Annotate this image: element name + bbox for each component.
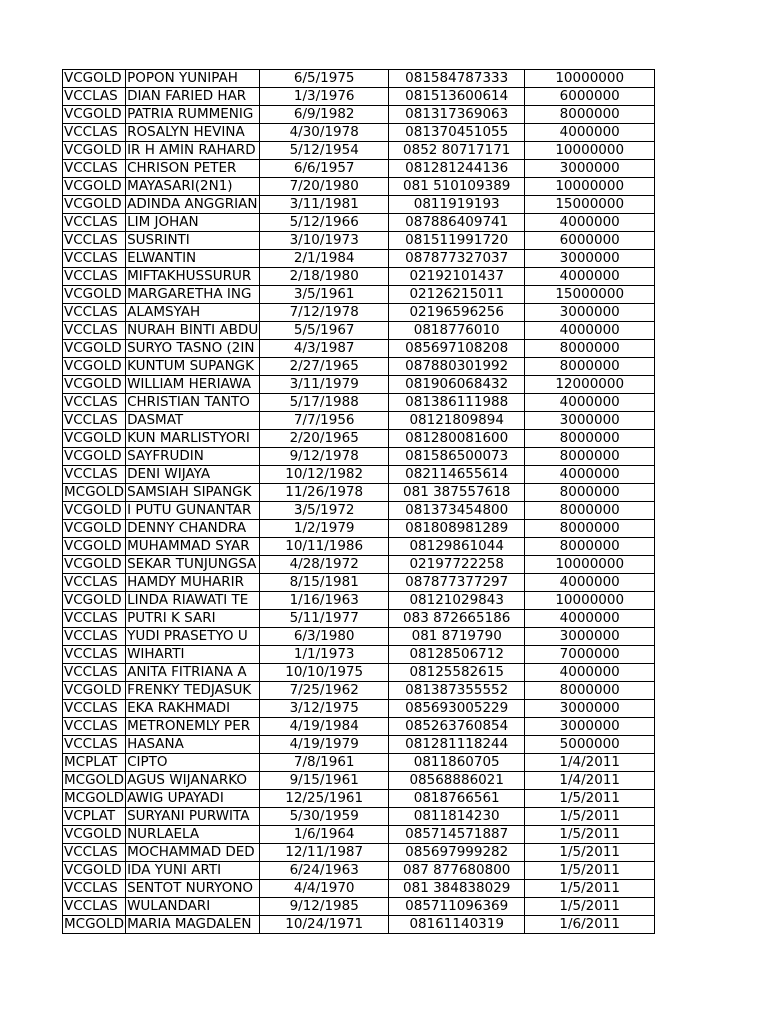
amount-cell[interactable]: 3000000 — [525, 700, 655, 718]
customer-name-cell[interactable]: EKA RAKHMADI — [126, 700, 260, 718]
amount-cell[interactable]: 3000000 — [525, 160, 655, 178]
amount-cell[interactable]: 4000000 — [525, 322, 655, 340]
amount-cell[interactable]: 1/6/2011 — [525, 916, 655, 934]
birth-date-cell[interactable]: 1/6/1964 — [260, 826, 389, 844]
spreadsheet-body — [63, 70, 655, 934]
amount-cell[interactable]: 8000000 — [525, 520, 655, 538]
card-type-cell[interactable]: VCGOLD — [63, 448, 126, 466]
customer-name-cell[interactable]: ADINDA ANGGRIAN — [126, 196, 260, 214]
amount-cell[interactable]: 1/5/2011 — [525, 844, 655, 862]
card-type-cell[interactable]: VCCLAS — [63, 394, 126, 412]
amount-cell[interactable]: 10000000 — [525, 178, 655, 196]
table-row — [63, 898, 655, 916]
card-type-cell[interactable]: VCCLAS — [63, 736, 126, 754]
birth-date-cell[interactable]: 9/12/1978 — [260, 448, 389, 466]
table-row — [63, 916, 655, 934]
amount-cell[interactable]: 10000000 — [525, 142, 655, 160]
card-type-cell[interactable]: VCCLAS — [63, 646, 126, 664]
birth-date-cell[interactable]: 3/5/1972 — [260, 502, 389, 520]
amount-cell[interactable]: 1/5/2011 — [525, 808, 655, 826]
amount-cell[interactable]: 1/5/2011 — [525, 880, 655, 898]
customer-name-cell[interactable]: LIM JOHAN — [126, 214, 260, 232]
amount-cell[interactable]: 6000000 — [525, 88, 655, 106]
phone-number-cell[interactable]: 08121029843 — [389, 592, 525, 610]
table-row — [63, 808, 655, 826]
table-row — [63, 160, 655, 178]
birth-date-cell[interactable]: 7/12/1978 — [260, 304, 389, 322]
table-row — [63, 178, 655, 196]
birth-date-cell[interactable]: 7/8/1961 — [260, 754, 389, 772]
phone-number-cell[interactable]: 081511991720 — [389, 232, 525, 250]
phone-number-cell[interactable]: 081370451055 — [389, 124, 525, 142]
amount-cell[interactable]: 3000000 — [525, 250, 655, 268]
customer-name-cell[interactable]: ROSALYN HEVINA — [126, 124, 260, 142]
customer-name-cell[interactable]: I PUTU GUNANTAR — [126, 502, 260, 520]
phone-number-cell[interactable]: 0811814230 — [389, 808, 525, 826]
birth-date-cell[interactable]: 9/12/1985 — [260, 898, 389, 916]
amount-cell[interactable]: 8000000 — [525, 538, 655, 556]
customer-name-cell[interactable]: WILLIAM HERIAWA — [126, 376, 260, 394]
amount-cell[interactable]: 3000000 — [525, 628, 655, 646]
birth-date-cell[interactable]: 4/19/1979 — [260, 736, 389, 754]
customer-name-cell[interactable]: SEKAR TUNJUNGSA — [126, 556, 260, 574]
customer-name-cell[interactable]: AWIG UPAYADI — [126, 790, 260, 808]
table-row — [63, 322, 655, 340]
table-row — [63, 826, 655, 844]
phone-number-cell[interactable]: 08121809894 — [389, 412, 525, 430]
card-type-cell[interactable]: VCCLAS — [63, 574, 126, 592]
phone-number-cell[interactable]: 087877327037 — [389, 250, 525, 268]
card-type-cell[interactable]: VCCLAS — [63, 700, 126, 718]
customer-name-cell[interactable]: PATRIA RUMMENIG — [126, 106, 260, 124]
amount-cell[interactable]: 10000000 — [525, 70, 655, 88]
amount-cell[interactable]: 4000000 — [525, 664, 655, 682]
birth-date-cell[interactable]: 6/24/1963 — [260, 862, 389, 880]
birth-date-cell[interactable]: 6/3/1980 — [260, 628, 389, 646]
phone-number-cell[interactable]: 081386111988 — [389, 394, 525, 412]
customer-name-cell[interactable]: HAMDY MUHARIR — [126, 574, 260, 592]
card-type-cell[interactable]: VCCLAS — [63, 88, 126, 106]
table-row — [63, 250, 655, 268]
customer-name-cell[interactable]: NURAH BINTI ABDU — [127, 322, 259, 338]
table-row — [63, 70, 655, 88]
table-row — [63, 430, 655, 448]
card-type-cell[interactable]: VCCLAS — [63, 664, 126, 682]
birth-date-cell[interactable]: 10/24/1971 — [260, 916, 389, 934]
customer-name-cell[interactable]: POPON YUNIPAH — [126, 70, 260, 88]
customer-name-cell[interactable]: SAYFRUDIN — [126, 448, 260, 466]
table-row — [63, 124, 655, 142]
birth-date-cell[interactable]: 4/30/1978 — [260, 124, 389, 142]
customer-name-cell[interactable]: DENI WIJAYA — [126, 466, 260, 484]
amount-cell[interactable]: 8000000 — [525, 502, 655, 520]
table-row — [63, 880, 655, 898]
card-type-cell[interactable]: VCCLAS — [63, 160, 126, 178]
amount-cell[interactable]: 7000000 — [525, 646, 655, 664]
amount-cell[interactable]: 15000000 — [525, 286, 655, 304]
birth-date-cell[interactable]: 2/1/1984 — [260, 250, 389, 268]
phone-number-cell[interactable]: 081280081600 — [389, 430, 525, 448]
birth-date-cell[interactable]: 10/10/1975 — [260, 664, 389, 682]
customer-name-cell[interactable]: WULANDARI — [126, 898, 260, 916]
phone-number-cell[interactable]: 085714571887 — [389, 826, 525, 844]
birth-date-cell[interactable]: 1/16/1963 — [260, 592, 389, 610]
phone-number-cell[interactable]: 0818766561 — [389, 790, 525, 808]
amount-cell[interactable]: 1/5/2011 — [525, 898, 655, 916]
birth-date-cell[interactable]: 12/11/1987 — [260, 844, 389, 862]
birth-date-cell[interactable]: 3/11/1979 — [260, 376, 389, 394]
card-type-cell[interactable]: VCCLAS — [63, 880, 126, 898]
table-row — [63, 772, 655, 790]
table-row — [63, 376, 655, 394]
amount-cell[interactable]: 8000000 — [525, 430, 655, 448]
birth-date-cell[interactable]: 1/2/1979 — [260, 520, 389, 538]
customer-name-cell[interactable]: KUN MARLISTYORI — [126, 430, 260, 448]
phone-number-cell[interactable]: 0852 80717171 — [389, 142, 525, 160]
table-row — [63, 682, 655, 700]
phone-number-cell[interactable]: 087877377297 — [389, 574, 525, 592]
amount-cell[interactable]: 10000000 — [525, 592, 655, 610]
card-type-cell[interactable]: VCGOLD — [63, 682, 126, 700]
customer-name-cell[interactable]: SURYO TASNO (2IN — [126, 340, 260, 358]
customer-name-cell[interactable]: DIAN FARIED HAR — [126, 88, 260, 106]
amount-cell[interactable]: 5000000 — [525, 736, 655, 754]
customer-name-cell[interactable]: ELWANTIN — [126, 250, 260, 268]
phone-number-cell[interactable]: 081 8719790 — [389, 628, 525, 646]
amount-cell[interactable]: 4000000 — [525, 124, 655, 142]
phone-number-cell[interactable]: 085697999282 — [389, 844, 525, 862]
amount-cell[interactable]: 4000000 — [525, 214, 655, 232]
customer-name-cell[interactable]: NURLAELA — [126, 826, 260, 844]
amount-cell[interactable]: 1/5/2011 — [525, 826, 655, 844]
table-row — [63, 448, 655, 466]
card-type-cell[interactable]: VCGOLD — [63, 358, 126, 376]
table-row — [63, 628, 655, 646]
customer-name-cell[interactable]: WIHARTI — [126, 646, 260, 664]
table-row — [63, 556, 655, 574]
table-row — [63, 304, 655, 322]
birth-date-cell[interactable]: 5/30/1959 — [260, 808, 389, 826]
table-row — [63, 502, 655, 520]
phone-number-cell[interactable]: 0811919193 — [389, 196, 525, 214]
phone-number-cell[interactable]: 02197722258 — [389, 556, 525, 574]
table-row — [63, 574, 655, 592]
table-row — [63, 718, 655, 736]
amount-cell[interactable]: 8000000 — [525, 448, 655, 466]
birth-date-cell[interactable]: 7/7/1956 — [260, 412, 389, 430]
table-row — [63, 412, 655, 430]
card-type-cell[interactable]: VCGOLD — [63, 862, 126, 880]
table-row — [63, 664, 655, 682]
amount-cell[interactable]: 4000000 — [525, 574, 655, 592]
phone-number-cell[interactable]: 083 872665186 — [389, 610, 525, 628]
amount-cell[interactable]: 12000000 — [525, 376, 655, 394]
phone-number-cell[interactable]: 081 510109389 — [389, 178, 525, 196]
phone-number-cell[interactable]: 02196596256 — [389, 304, 525, 322]
birth-date-cell[interactable]: 6/5/1975 — [260, 70, 389, 88]
card-type-cell[interactable]: VCCLAS — [63, 610, 126, 628]
customer-name-cell[interactable]: FRENKY TEDJASUK — [126, 682, 260, 700]
card-type-cell[interactable]: VCCLAS — [63, 268, 126, 286]
amount-cell[interactable]: 10000000 — [525, 556, 655, 574]
birth-date-cell[interactable]: 7/25/1962 — [260, 682, 389, 700]
customer-name-cell[interactable]: LINDA RIAWATI TE — [126, 592, 260, 610]
table-row — [63, 88, 655, 106]
birth-date-cell[interactable]: 5/17/1988 — [260, 394, 389, 412]
card-type-cell[interactable]: VCCLAS — [63, 718, 126, 736]
birth-date-cell[interactable]: 3/12/1975 — [260, 700, 389, 718]
card-type-cell[interactable]: VCPLAT — [63, 808, 126, 826]
phone-number-cell[interactable]: 081584787333 — [389, 70, 525, 88]
card-type-cell[interactable]: VCGOLD — [63, 70, 126, 88]
customer-name-cell[interactable]: ANITA FITRIANA A — [126, 664, 260, 682]
amount-cell[interactable]: 4000000 — [525, 268, 655, 286]
card-type-cell[interactable]: VCGOLD — [63, 142, 126, 160]
card-type-cell[interactable]: VCGOLD — [63, 592, 126, 610]
amount-cell[interactable]: 4000000 — [525, 466, 655, 484]
customer-name-cell[interactable]: YUDI PRASETYO U — [126, 628, 260, 646]
card-type-cell[interactable]: VCCLAS — [63, 304, 126, 322]
table-row — [63, 466, 655, 484]
table-row — [63, 844, 655, 862]
card-type-cell[interactable]: VCGOLD — [63, 106, 126, 124]
customer-name-cell[interactable]: MARGARETHA ING — [126, 286, 260, 304]
customer-name-cell[interactable]: CHRISON PETER — [126, 160, 260, 178]
card-type-cell[interactable]: VCGOLD — [63, 286, 126, 304]
table-row — [63, 484, 655, 502]
card-type-cell[interactable]: VCGOLD — [63, 430, 126, 448]
table-row — [63, 520, 655, 538]
card-type-cell[interactable]: VCCLAS — [63, 232, 126, 250]
card-type-cell[interactable]: VCCLAS — [63, 124, 126, 142]
table-row — [63, 610, 655, 628]
phone-number-cell[interactable]: 08161140319 — [389, 916, 525, 934]
birth-date-cell[interactable]: 5/12/1954 — [260, 142, 389, 160]
birth-date-cell[interactable]: 9/15/1961 — [260, 772, 389, 790]
customer-name-cell[interactable]: MIFTAKHUSSURUR — [126, 268, 260, 286]
birth-date-cell[interactable]: 1/1/1973 — [260, 646, 389, 664]
phone-number-cell[interactable]: 085693005229 — [389, 700, 525, 718]
table-row — [63, 394, 655, 412]
card-type-cell[interactable]: MCGOLD — [64, 772, 125, 788]
birth-date-cell[interactable]: 2/20/1965 — [260, 430, 389, 448]
phone-number-cell[interactable]: 085697108208 — [389, 340, 525, 358]
birth-date-cell[interactable]: 5/5/1967 — [260, 322, 389, 340]
customer-name-cell[interactable]: MUHAMMAD SYAR — [126, 538, 260, 556]
card-type-cell[interactable]: VCCLAS — [63, 214, 126, 232]
amount-cell[interactable]: 8000000 — [525, 340, 655, 358]
customer-name-cell[interactable]: HASANA — [126, 736, 260, 754]
amount-cell[interactable]: 15000000 — [525, 196, 655, 214]
card-type-cell[interactable]: MCGOLD — [64, 790, 125, 806]
card-type-cell[interactable]: VCCLAS — [63, 898, 126, 916]
card-type-cell[interactable]: VCGOLD — [63, 502, 126, 520]
birth-date-cell[interactable]: 3/10/1973 — [260, 232, 389, 250]
card-type-cell[interactable]: VCCLAS — [63, 628, 126, 646]
phone-number-cell[interactable]: 08568886021 — [389, 772, 525, 790]
phone-number-cell[interactable]: 0818776010 — [389, 322, 525, 340]
card-type-cell[interactable]: VCCLAS — [63, 322, 126, 340]
birth-date-cell[interactable]: 4/19/1984 — [260, 718, 389, 736]
birth-date-cell[interactable]: 3/11/1981 — [260, 196, 389, 214]
customer-name-cell[interactable]: KUNTUM SUPANGK — [126, 358, 260, 376]
amount-cell[interactable]: 4000000 — [525, 610, 655, 628]
birth-date-cell[interactable]: 4/28/1972 — [260, 556, 389, 574]
customer-name-cell[interactable]: SAMSIAH SIPANGK — [126, 484, 260, 502]
card-type-cell[interactable]: VCGOLD — [63, 376, 126, 394]
amount-cell[interactable]: 6000000 — [525, 232, 655, 250]
card-type-cell[interactable]: VCGOLD — [63, 196, 126, 214]
birth-date-cell[interactable]: 2/18/1980 — [260, 268, 389, 286]
card-type-cell[interactable]: VCCLAS — [63, 250, 126, 268]
amount-cell[interactable]: 8000000 — [525, 682, 655, 700]
phone-number-cell[interactable]: 081373454800 — [389, 502, 525, 520]
customer-name-cell[interactable]: SURYANI PURWITA — [126, 808, 260, 826]
amount-cell[interactable]: 1/5/2011 — [525, 862, 655, 880]
birth-date-cell[interactable]: 2/27/1965 — [260, 358, 389, 376]
amount-cell[interactable]: 3000000 — [525, 718, 655, 736]
phone-number-cell[interactable]: 087 877680800 — [389, 862, 525, 880]
table-row — [63, 736, 655, 754]
table-row — [63, 754, 655, 772]
customer-name-cell[interactable]: IDA YUNI ARTI — [126, 862, 260, 880]
birth-date-cell[interactable]: 6/9/1982 — [260, 106, 389, 124]
amount-cell[interactable]: 8000000 — [525, 484, 655, 502]
amount-cell[interactable]: 3000000 — [525, 304, 655, 322]
phone-number-cell[interactable]: 02192101437 — [389, 268, 525, 286]
birth-date-cell[interactable]: 6/6/1957 — [260, 160, 389, 178]
phone-number-cell[interactable]: 081808981289 — [389, 520, 525, 538]
customer-name-cell[interactable]: CIPTO — [126, 754, 260, 772]
table-row — [63, 232, 655, 250]
phone-number-cell[interactable]: 085263760854 — [389, 718, 525, 736]
phone-number-cell[interactable]: 081 387557618 — [389, 484, 525, 502]
birth-date-cell[interactable]: 5/12/1966 — [260, 214, 389, 232]
phone-number-cell[interactable]: 081281244136 — [389, 160, 525, 178]
table-row — [63, 646, 655, 664]
phone-number-cell[interactable]: 081586500073 — [389, 448, 525, 466]
card-type-cell[interactable]: VCCLAS — [63, 412, 126, 430]
card-type-cell[interactable]: MCPLAT — [63, 754, 126, 772]
card-type-cell[interactable]: VCGOLD — [63, 340, 126, 358]
card-type-cell[interactable]: MCGOLD — [64, 484, 125, 500]
phone-number-cell[interactable]: 081281118244 — [389, 736, 525, 754]
table-row — [63, 106, 655, 124]
customer-name-cell[interactable]: IR H AMIN RAHARD — [126, 142, 260, 160]
birth-date-cell[interactable]: 10/12/1982 — [260, 466, 389, 484]
card-type-cell[interactable]: VCCLAS — [63, 844, 126, 862]
birth-date-cell[interactable]: 12/25/1961 — [260, 790, 389, 808]
phone-number-cell[interactable]: 087886409741 — [389, 214, 525, 232]
amount-cell[interactable]: 4000000 — [525, 394, 655, 412]
customer-name-cell[interactable]: CHRISTIAN TANTO — [126, 394, 260, 412]
birth-date-cell[interactable]: 3/5/1961 — [260, 286, 389, 304]
card-type-cell[interactable]: VCCLAS — [63, 466, 126, 484]
card-type-cell[interactable]: VCGOLD — [63, 178, 126, 196]
birth-date-cell[interactable]: 5/11/1977 — [260, 610, 389, 628]
customer-name-cell[interactable]: MAYASARI(2N1) — [126, 178, 260, 196]
card-type-cell[interactable]: VCGOLD — [63, 826, 126, 844]
birth-date-cell[interactable]: 8/15/1981 — [260, 574, 389, 592]
table-row — [63, 700, 655, 718]
customer-name-cell[interactable]: METRONEMLY PER — [126, 718, 260, 736]
birth-date-cell[interactable]: 4/4/1970 — [260, 880, 389, 898]
customer-name-cell[interactable]: DENNY CHANDRA — [126, 520, 260, 538]
birth-date-cell[interactable]: 10/11/1986 — [260, 538, 389, 556]
birth-date-cell[interactable]: 11/26/1978 — [260, 484, 389, 502]
birth-date-cell[interactable]: 1/3/1976 — [260, 88, 389, 106]
table-row — [63, 268, 655, 286]
card-type-cell[interactable]: MCGOLD — [64, 916, 125, 932]
table-row — [63, 592, 655, 610]
phone-number-cell[interactable]: 085711096369 — [389, 898, 525, 916]
customer-name-cell[interactable]: SENTOT NURYONO — [126, 880, 260, 898]
amount-cell[interactable]: 1/4/2011 — [525, 772, 655, 790]
customer-name-cell[interactable]: DASMAT — [126, 412, 260, 430]
phone-number-cell[interactable]: 08125582615 — [389, 664, 525, 682]
phone-number-cell[interactable]: 081317369063 — [389, 106, 525, 124]
table-row — [63, 286, 655, 304]
birth-date-cell[interactable]: 7/20/1980 — [260, 178, 389, 196]
amount-cell[interactable]: 8000000 — [525, 106, 655, 124]
customer-name-cell[interactable]: ALAMSYAH — [126, 304, 260, 322]
phone-number-cell[interactable]: 08129861044 — [389, 538, 525, 556]
amount-cell[interactable]: 1/5/2011 — [525, 790, 655, 808]
amount-cell[interactable]: 3000000 — [525, 412, 655, 430]
amount-cell[interactable]: 1/4/2011 — [525, 754, 655, 772]
amount-cell[interactable]: 8000000 — [525, 358, 655, 376]
table-row — [63, 214, 655, 232]
card-type-cell[interactable]: VCGOLD — [63, 538, 126, 556]
spreadsheet-table — [62, 69, 655, 934]
table-row — [63, 196, 655, 214]
phone-number-cell[interactable]: 082114655614 — [389, 466, 525, 484]
phone-number-cell[interactable]: 081 384838029 — [389, 880, 525, 898]
card-type-cell[interactable]: VCGOLD — [63, 520, 126, 538]
table-row — [63, 142, 655, 160]
phone-number-cell[interactable]: 081906068432 — [389, 376, 525, 394]
phone-number-cell[interactable]: 081387355552 — [389, 682, 525, 700]
table-row — [63, 538, 655, 556]
phone-number-cell[interactable]: 087880301992 — [389, 358, 525, 376]
phone-number-cell[interactable]: 08128506712 — [389, 646, 525, 664]
phone-number-cell[interactable]: 02126215011 — [389, 286, 525, 304]
customer-name-cell[interactable]: AGUS WIJANARKO — [126, 772, 260, 790]
table-row — [63, 862, 655, 880]
phone-number-cell[interactable]: 0811860705 — [389, 754, 525, 772]
customer-name-cell[interactable]: SUSRINTI — [126, 232, 260, 250]
card-type-cell[interactable]: VCGOLD — [63, 556, 126, 574]
table-row — [63, 790, 655, 808]
table-row — [63, 358, 655, 376]
customer-name-cell[interactable]: MOCHAMMAD DED — [126, 844, 260, 862]
phone-number-cell[interactable]: 081513600614 — [389, 88, 525, 106]
customer-name-cell[interactable]: MARIA MAGDALEN — [126, 916, 260, 934]
table-row — [63, 340, 655, 358]
birth-date-cell[interactable]: 4/3/1987 — [260, 340, 389, 358]
customer-name-cell[interactable]: PUTRI K SARI — [126, 610, 260, 628]
